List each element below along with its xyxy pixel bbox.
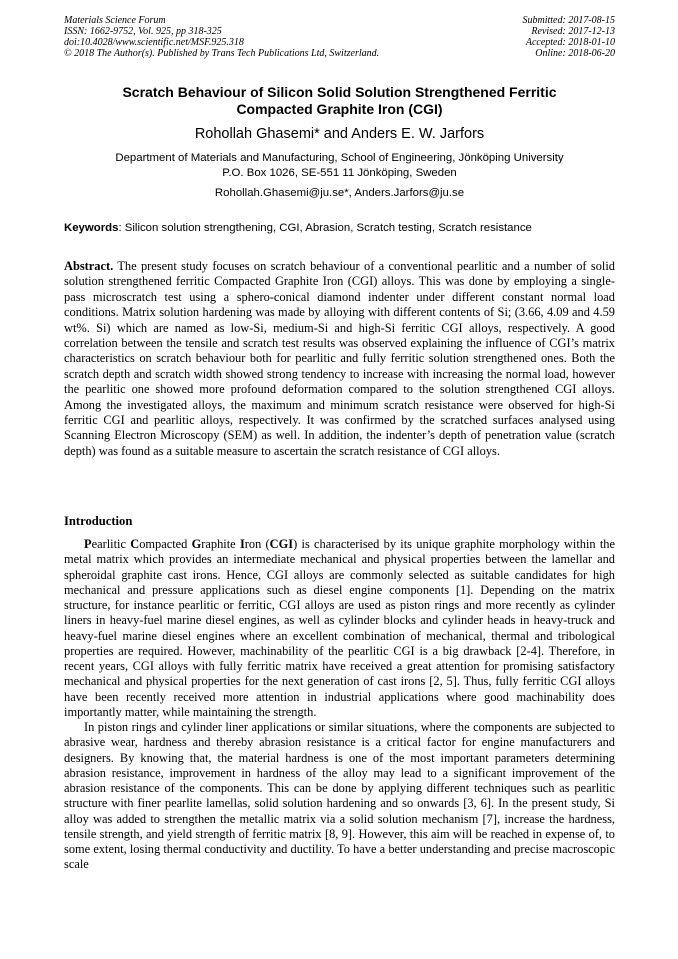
intro-text: is characterised by its unique graphite morphology within the metal matrix which provides an intermediate mechanical and physical properties between the lamellar and spheroidal graphite cast irons. Hence, CGI alloys are commonly selected as suitable candidates for high mechanical and pressure applications such as diesel engine components [1]. Depending on the matrix structure, for instance pearlitic or ferritic, CGI alloys are used as piston rings and more recently as cylinder liners in heavy-fuel marine diesel engines, as well as cylinder blocks and cylinder heads in heavy-truck and heavy-fuel marine diesel engines where an excellent combination of mechanical, thermal and tribological properties are required. However, machinability of the pearlitic CGI is a big drawback [2-4]. Therefore, in recent years, CGI alloys with fully ferritic matrix have received a great attention for promising satisfactory mechanical and physical properties for the next generation of cast irons [2, 5]. Thus, fully ferritic CGI alloys have been recently received more attention in industrial applications where good machinability does importantly matter, while maintaining the strength. (64, 537, 615, 719)
introduction-heading: Introduction (64, 514, 133, 528)
affiliation-line-2: P.O. Box 1026, SE-551 11 Jönköping, Sweden (222, 167, 457, 179)
intro-text: earlitic (91, 537, 131, 551)
abstract (64, 259, 615, 459)
acronym-letter: I (239, 537, 245, 551)
copyright-line: © 2018 The Author(s). Published by Trans Tech Publications Ltd, Switzerland. (64, 48, 380, 59)
intro-text: ompacted (139, 537, 192, 551)
intro-paragraph-1 (64, 537, 615, 720)
paper-title (64, 84, 615, 118)
intro-text: raphite (201, 537, 240, 551)
abstract-label: Abstract. (64, 259, 114, 273)
keywords-label: Keywords (64, 222, 119, 234)
intro-text: ) (293, 537, 298, 551)
dates-header (523, 15, 616, 59)
title-line-2: Compacted Graphite Iron (CGI) (236, 101, 443, 117)
introduction-body (64, 537, 615, 873)
accepted-date: Accepted: 2018-01-10 (525, 37, 615, 48)
affiliation (64, 151, 615, 181)
title-line-1: Scratch Behaviour of Silicon Solid Solution Strengthened Ferritic (122, 84, 557, 100)
acronym: CGI (269, 537, 294, 551)
intro-text: ron ( (244, 537, 270, 551)
abstract-text: The present study focuses on scratch behaviour of a conventional pearlitic and a number of solid solution strengthened ferritic Compacted Graphite Iron (CGI) alloys. This was done by employing a single-pass microscratch test using a sphero-conical diamond indenter under different constant normal load conditions. Matrix solution hardening was made by alloying with different contents of Si; (3.66, 4.09 and 4.59 wt%. Si) which are named as low-Si, medium-Si and high-Si ferritic CGI alloys, respectively. A good correlation between the tensile and scratch test results was observed explaining the influence of CGI’s matrix characteristics on scratch behaviour both for pearlitic and fully ferritic solution strengthened ones. Both the scratch depth and scratch width showed strong tendency to increase with increasing the normal load, however the pearlitic one showed more profound deformation compared to the solution strengthened CGI alloys. Among the investigated alloys, the maximum and minimum scratch resistance were observed for high-Si ferritic CGI and pearlitic alloys, respectively. It was confirmed by the scratched surfaces analysed using Scanning Electron Microscopy (SEM) as well. In addition, the indenter’s depth of penetration value (scratch depth) was found as a suitable measure to ascertain the scratch resistance of CGI alloys. (64, 259, 615, 458)
acronym-letter: C (130, 537, 140, 551)
affiliation-line-1: Department of Materials and Manufacturing, School of Engineering, Jönköping University (115, 152, 564, 164)
journal-name: Materials Science Forum (64, 15, 166, 26)
keywords (64, 221, 624, 236)
authors: Rohollah Ghasemi* and Anders E. W. Jarfors (194, 126, 485, 142)
acronym-letter: G (191, 537, 202, 551)
keywords-text: : Silicon solution strengthening, CGI, Abrasion, Scratch testing, Scratch resistance (118, 222, 532, 234)
acronym-letter: P (84, 537, 92, 551)
doi-line[interactable]: doi:10.4028/www.scientific.net/MSF.925.318 (64, 37, 244, 48)
revised-date: Revised: 2017-12-13 (531, 26, 615, 37)
author-emails[interactable]: Rohollah.Ghasemi@ju.se*, Anders.Jarfors@ju.se (214, 187, 465, 199)
online-date: Online: 2018-06-20 (535, 48, 615, 59)
issn-line: ISSN: 1662-9752, Vol. 925, pp 318-325 (64, 26, 222, 37)
journal-header (64, 15, 379, 59)
submitted-date: Submitted: 2017-08-15 (522, 15, 615, 26)
intro-paragraph-2: In piston rings and cylinder liner applications or similar situations, where the components are subjected to abrasive wear, hardness and thereby abrasion resistance is a critical factor for engine manufacturers and designers. By knowing that, the material hardness is one of the most important parameters determining abrasion resistance, improvement in hardness of the alloy may lead to a significant improvement of the abrasion resistance of the components. This can be done by applying different techniques such as pearlitic structure with finer pearlite lamellas, solid solution hardening and so onwards [3, 6]. In the present study, Si alloy was added to strengthen the metallic matrix via a solid solution mechanism [7], increase the hardness, tensile strength, and yield strength of ferritic matrix [8, 9]. However, this aim will be reached in expense of, to some extent, losing thermal conductivity and ductility. To have a better understanding and precise macroscopic scale (64, 720, 615, 872)
